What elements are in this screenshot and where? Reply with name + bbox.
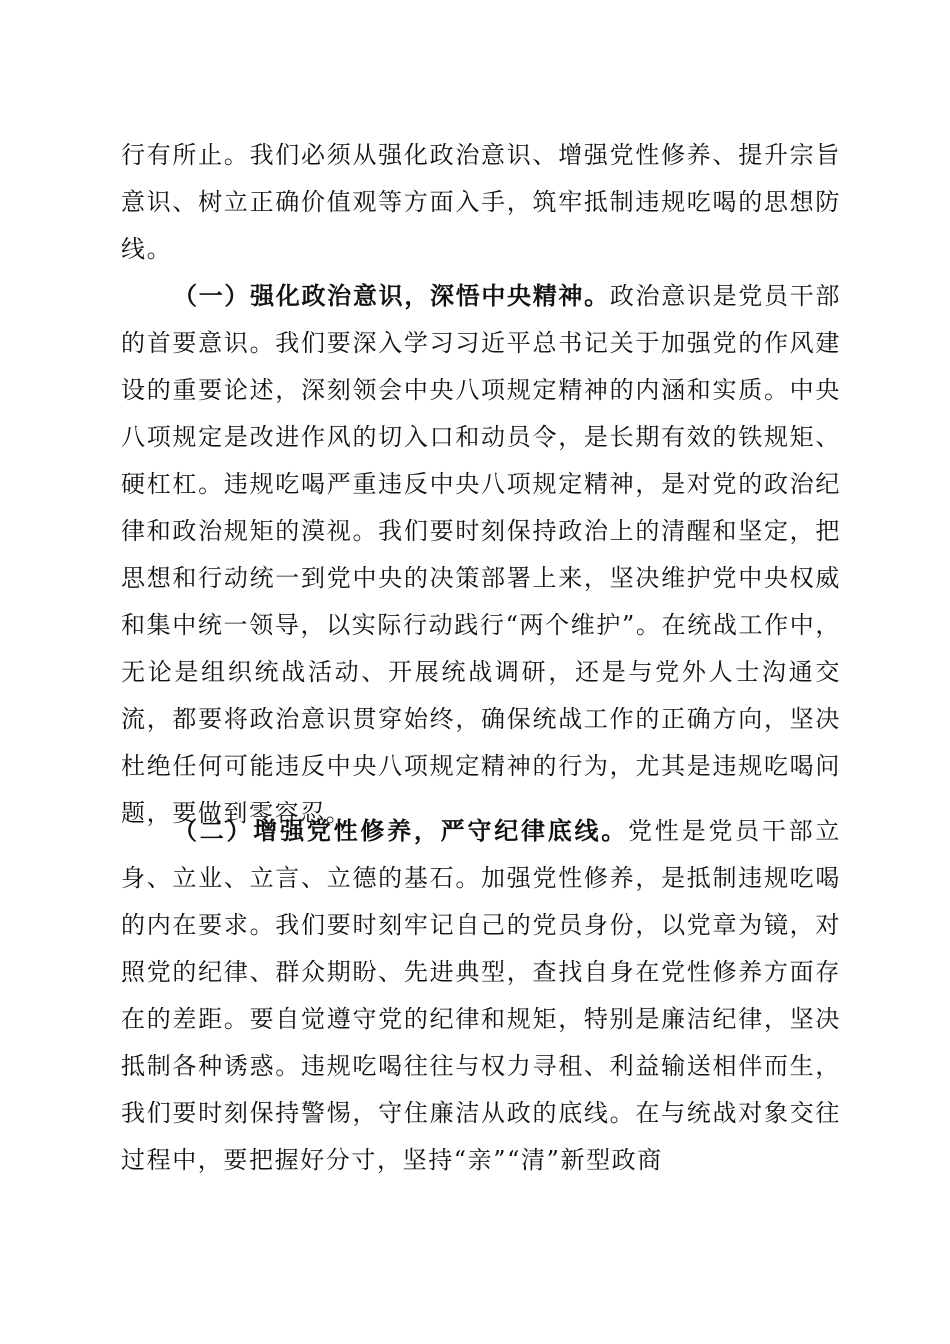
section-2-body: 党性是党员干部立身、立业、立言、立德的基石。加强党性修养，是抵制违规吃喝的内在要求。我们要时刻牢记自己的党员身份，以党章为镜，对照党的纪律、群众期盼、先进典型，查找自身在党性修养方面存在的差距。要自觉遵守党的纪律和规矩，特别是廉洁纪律，坚决抵制各种诱惑。违规吃喝往往与权力寻租、利益输送相伴而生，我们要时刻保持警惕，守住廉洁从政的底线。在与统战对象交往过程中，要把握好分寸，坚持“亲”“清”新型政商 [121, 817, 841, 1174]
paragraph-intro [121, 132, 841, 273]
section-one [121, 273, 841, 837]
section-1-heading: （一）强化政治意识，深悟中央精神。 [173, 282, 610, 310]
section-two [121, 808, 841, 1184]
section-1-body: 政治意识是党员干部的首要意识。我们要深入学习习近平总书记关于加强党的作风建设的重要论述，深刻领会中央八项规定精神的内涵和实质。中央八项规定是改进作风的切入口和动员令，是长期有效的铁规矩、硬杠杠。违规吃喝严重违反中央八项规定精神，是对党的政治纪律和政治规矩的漠视。我们要时刻保持政治上的清醒和坚定，把思想和行动统一到党中央的决策部署上来，坚决维护党中央权威和集中统一领导，以实际行动践行“两个维护”。在统战工作中，无论是组织统战活动、开展统战调研，还是与党外人士沟通交流，都要将政治意识贯穿始终，确保统战工作的正确方向，坚决杜绝任何可能违反中央八项规定精神的行为，尤其是违规吃喝问题，要做到零容忍。 [121, 282, 841, 827]
text-block [121, 132, 841, 273]
paragraph-section-2 [121, 808, 841, 1184]
paragraph-section-1 [121, 273, 841, 837]
section-2-heading: （二）增强党性修养，严守纪律底线。 [173, 817, 629, 845]
paragraph-intro-text: 行有所止。我们必须从强化政治意识、增强党性修养、提升宗旨意识、树立正确价值观等方面入手，筑牢抵制违规吃喝的思想防线。 [121, 141, 841, 263]
